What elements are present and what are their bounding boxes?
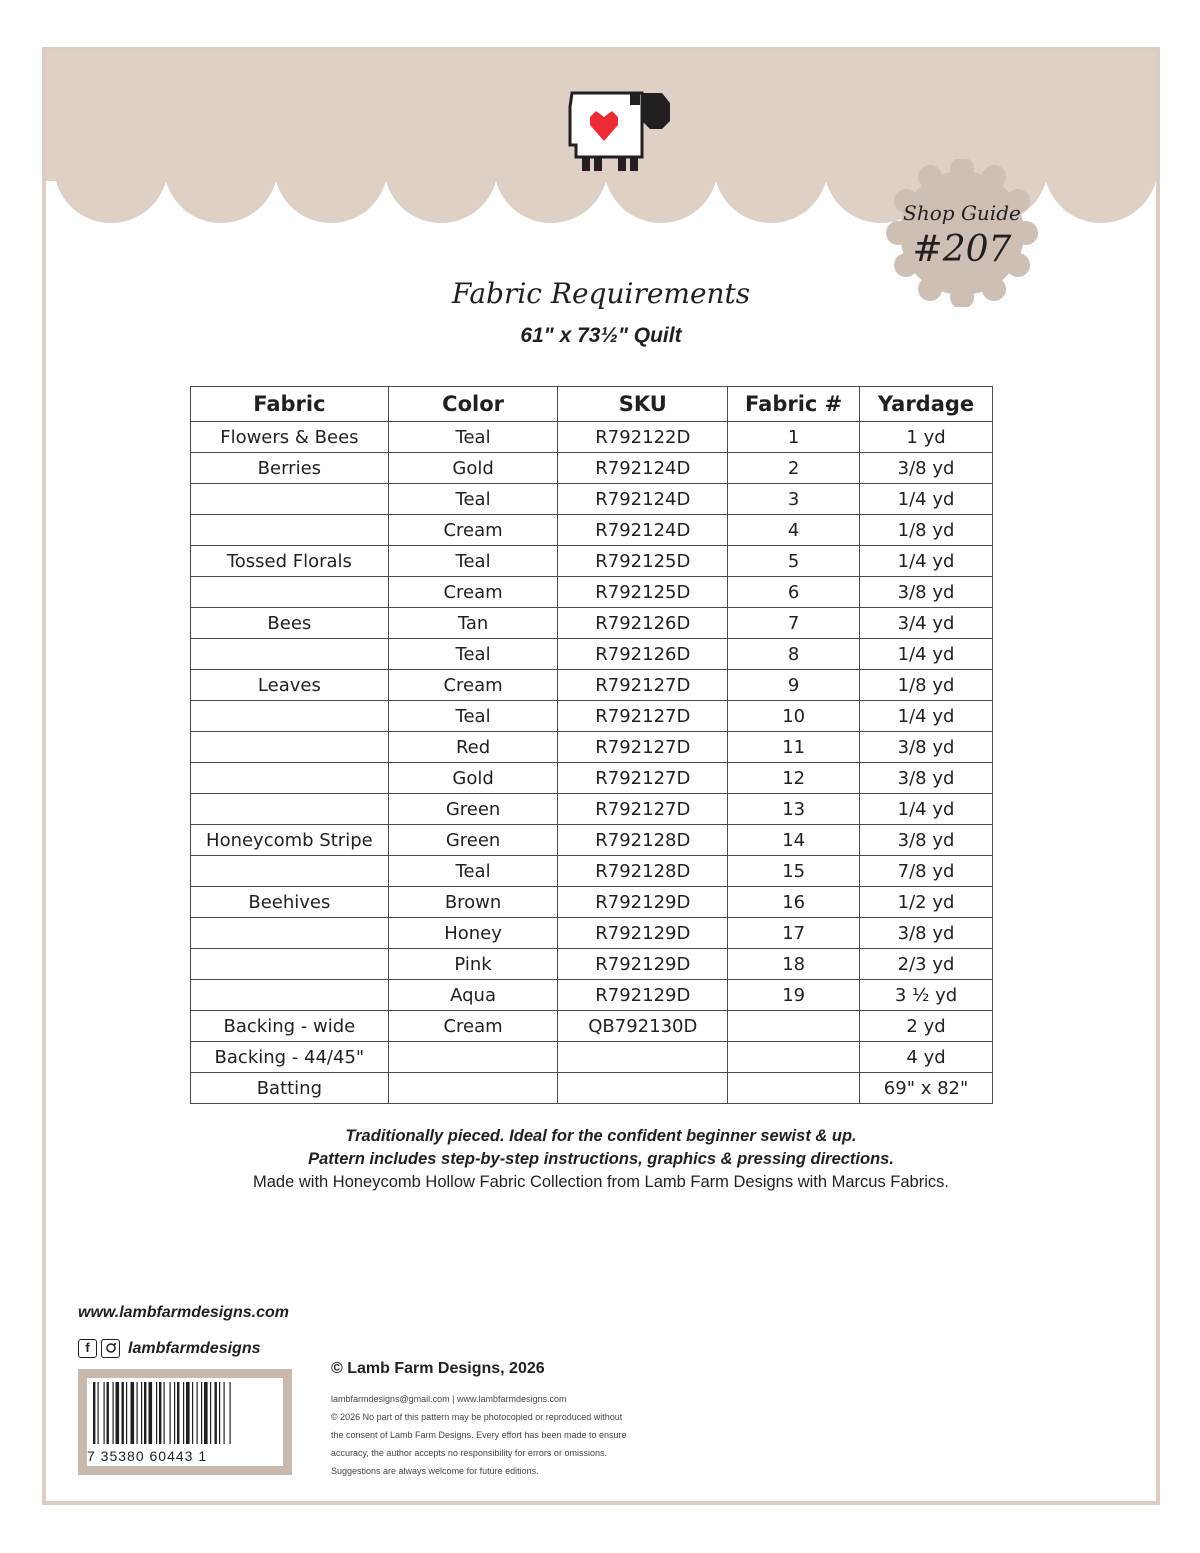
cell-fabric-number: 7 (728, 608, 860, 639)
cell-fabric-number (728, 1011, 860, 1042)
facebook-icon[interactable]: f (78, 1339, 97, 1358)
cell-fabric (191, 949, 389, 980)
cell-sku: R792127D (558, 701, 728, 732)
cell-color: Teal (388, 701, 558, 732)
cell-yardage: 1/4 yd (860, 546, 993, 577)
cell-sku: R792125D (558, 546, 728, 577)
cell-sku: R792127D (558, 763, 728, 794)
table-row (191, 608, 993, 639)
cell-fabric-number: 4 (728, 515, 860, 546)
cell-fabric (191, 980, 389, 1011)
cell-yardage: 1/4 yd (860, 639, 993, 670)
cell-yardage: 4 yd (860, 1042, 993, 1073)
table-row (191, 422, 993, 453)
header-sku: SKU (558, 387, 728, 422)
legal-line: © 2026 No part of this pattern may be photocopied or reproduced without (331, 1412, 623, 1422)
cell-color: Teal (388, 639, 558, 670)
cell-color: Cream (388, 577, 558, 608)
table-row (191, 453, 993, 484)
website-link[interactable]: www.lambfarmdesigns.com (78, 1304, 290, 1321)
cell-fabric-number: 17 (728, 918, 860, 949)
note-line-skill: Traditionally pieced. Ideal for the confident beginner sewist & up. (345, 1127, 857, 1145)
table-row (191, 484, 993, 515)
cell-fabric-number: 3 (728, 484, 860, 515)
cell-color: Honey (388, 918, 558, 949)
cell-color: Cream (388, 670, 558, 701)
cell-sku: R792129D (558, 887, 728, 918)
cell-sku: R792129D (558, 949, 728, 980)
instagram-icon[interactable] (101, 1339, 120, 1358)
table-row (191, 670, 993, 701)
cell-fabric-number: 10 (728, 701, 860, 732)
cell-sku: R792125D (558, 577, 728, 608)
cell-fabric: Batting (191, 1073, 389, 1104)
badge-title: Shop Guide (903, 201, 1021, 225)
sheep-heart-logo (564, 85, 676, 171)
cell-yardage: 3/8 yd (860, 825, 993, 856)
cell-fabric-number: 15 (728, 856, 860, 887)
cell-color: Teal (388, 546, 558, 577)
cell-color (388, 1042, 558, 1073)
cell-fabric-number: 5 (728, 546, 860, 577)
cell-fabric-number: 1 (728, 422, 860, 453)
badge-number: #207 (912, 229, 1012, 270)
cell-sku: R792127D (558, 732, 728, 763)
cell-color: Cream (388, 1011, 558, 1042)
cell-sku: R792122D (558, 422, 728, 453)
cell-fabric: Bees (191, 608, 389, 639)
table-row (191, 546, 993, 577)
cell-yardage: 3/8 yd (860, 732, 993, 763)
table-row (191, 825, 993, 856)
cell-color: Aqua (388, 980, 558, 1011)
cell-color: Teal (388, 484, 558, 515)
cell-sku: R792128D (558, 825, 728, 856)
cell-fabric (191, 701, 389, 732)
cell-yardage: 1/4 yd (860, 484, 993, 515)
table-row (191, 1073, 993, 1104)
cell-fabric (191, 515, 389, 546)
header-yardage: Yardage (860, 387, 993, 422)
cell-sku (558, 1042, 728, 1073)
cell-fabric (191, 639, 389, 670)
note-line-collection: Made with Honeycomb Hollow Fabric Collection from Lamb Farm Designs with Marcus Fabrics. (253, 1173, 949, 1191)
cell-fabric-number: 9 (728, 670, 860, 701)
cell-sku: R792124D (558, 515, 728, 546)
table-header-row (191, 387, 993, 422)
cell-fabric-number: 13 (728, 794, 860, 825)
quilt-size: 61" x 73½" Quilt (520, 324, 682, 347)
cell-color: Green (388, 825, 558, 856)
cell-color: Pink (388, 949, 558, 980)
barcode-frame (78, 1369, 292, 1475)
social-handle[interactable]: lambfarmdesigns (128, 1339, 261, 1357)
table-row (191, 794, 993, 825)
cell-fabric-number: 16 (728, 887, 860, 918)
cell-color: Teal (388, 856, 558, 887)
cell-fabric: Tossed Florals (191, 546, 389, 577)
cell-color: Cream (388, 515, 558, 546)
cell-color (388, 1073, 558, 1104)
cell-yardage: 3/8 yd (860, 577, 993, 608)
cell-fabric (191, 763, 389, 794)
cell-yardage: 7/8 yd (860, 856, 993, 887)
cell-yardage: 69" x 82" (860, 1073, 993, 1104)
cell-fabric: Berries (191, 453, 389, 484)
cell-yardage: 3 ½ yd (860, 980, 993, 1011)
cell-yardage: 1/8 yd (860, 515, 993, 546)
cell-fabric: Backing - wide (191, 1011, 389, 1042)
table-row (191, 856, 993, 887)
table-row (191, 732, 993, 763)
cell-fabric-number: 18 (728, 949, 860, 980)
legal-line: the consent of Lamb Farm Designs. Every effort has been made to ensure (331, 1430, 627, 1440)
cell-fabric: Backing - 44/45" (191, 1042, 389, 1073)
cell-fabric-number: 2 (728, 453, 860, 484)
pattern-notes (46, 1125, 1156, 1194)
cell-sku (558, 1073, 728, 1104)
cell-sku: R792127D (558, 670, 728, 701)
cell-color: Brown (388, 887, 558, 918)
header-fabric: Fabric (191, 387, 389, 422)
cell-sku: R792124D (558, 453, 728, 484)
cell-yardage: 2 yd (860, 1011, 993, 1042)
table-row (191, 577, 993, 608)
table-row (191, 639, 993, 670)
header-color: Color (388, 387, 558, 422)
table-body (191, 422, 993, 1104)
cell-fabric (191, 794, 389, 825)
fabric-requirements-table (190, 386, 993, 1104)
cell-fabric (191, 484, 389, 515)
cell-fabric-number (728, 1042, 860, 1073)
cell-sku: QB792130D (558, 1011, 728, 1042)
cell-color: Tan (388, 608, 558, 639)
cell-yardage: 1/4 yd (860, 794, 993, 825)
cell-fabric-number: 8 (728, 639, 860, 670)
social-row (78, 1339, 260, 1358)
cell-sku: R792124D (558, 484, 728, 515)
cell-yardage: 3/8 yd (860, 763, 993, 794)
cell-yardage: 2/3 yd (860, 949, 993, 980)
header-fabric-number: Fabric # (728, 387, 860, 422)
cell-sku: R792129D (558, 980, 728, 1011)
cell-fabric (191, 918, 389, 949)
barcode-digits: 7 35380 60443 1 (87, 1448, 208, 1464)
cell-yardage: 3/4 yd (860, 608, 993, 639)
cell-sku: R792126D (558, 608, 728, 639)
cell-fabric-number: 14 (728, 825, 860, 856)
cell-yardage: 1/8 yd (860, 670, 993, 701)
table-row (191, 763, 993, 794)
barcode (87, 1378, 283, 1466)
cell-fabric (191, 732, 389, 763)
table-row (191, 949, 993, 980)
cell-fabric-number (728, 1073, 860, 1104)
table-row (191, 980, 993, 1011)
cell-fabric: Honeycomb Stripe (191, 825, 389, 856)
page-title: Fabric Requirements (451, 277, 751, 310)
cell-sku: R792129D (558, 918, 728, 949)
cell-yardage: 1 yd (860, 422, 993, 453)
cell-fabric: Leaves (191, 670, 389, 701)
cell-fabric-number: 6 (728, 577, 860, 608)
table-row (191, 515, 993, 546)
copyright: © Lamb Farm Designs, 2026 (331, 1360, 545, 1377)
cell-yardage: 3/8 yd (860, 453, 993, 484)
cell-fabric-number: 12 (728, 763, 860, 794)
legal-line: Suggestions are always welcome for future editions. (331, 1466, 539, 1476)
table-row (191, 1042, 993, 1073)
table-row (191, 1011, 993, 1042)
cell-fabric-number: 19 (728, 980, 860, 1011)
cell-yardage: 1/2 yd (860, 887, 993, 918)
legal-line: lambfarmdesigns@gmail.com | www.lambfarmdesigns.com (331, 1394, 567, 1404)
cell-color: Red (388, 732, 558, 763)
table-row (191, 701, 993, 732)
table-row (191, 887, 993, 918)
legal-text (331, 1390, 671, 1480)
cell-color: Gold (388, 763, 558, 794)
cell-sku: R792127D (558, 794, 728, 825)
cell-sku: R792126D (558, 639, 728, 670)
table-row (191, 918, 993, 949)
barcode-bars (91, 1382, 279, 1448)
page-frame (42, 47, 1160, 1505)
cell-yardage: 1/4 yd (860, 701, 993, 732)
cell-fabric-number: 11 (728, 732, 860, 763)
cell-color: Teal (388, 422, 558, 453)
cell-sku: R792128D (558, 856, 728, 887)
cell-fabric: Flowers & Bees (191, 422, 389, 453)
cell-fabric (191, 577, 389, 608)
cell-color: Green (388, 794, 558, 825)
cell-fabric (191, 856, 389, 887)
cell-fabric: Beehives (191, 887, 389, 918)
legal-line: accuracy, the author accepts no responsibility for errors or omissions. (331, 1448, 607, 1458)
cell-yardage: 3/8 yd (860, 918, 993, 949)
note-line-includes: Pattern includes step-by-step instructions, graphics & pressing directions. (308, 1150, 894, 1168)
cell-color: Gold (388, 453, 558, 484)
